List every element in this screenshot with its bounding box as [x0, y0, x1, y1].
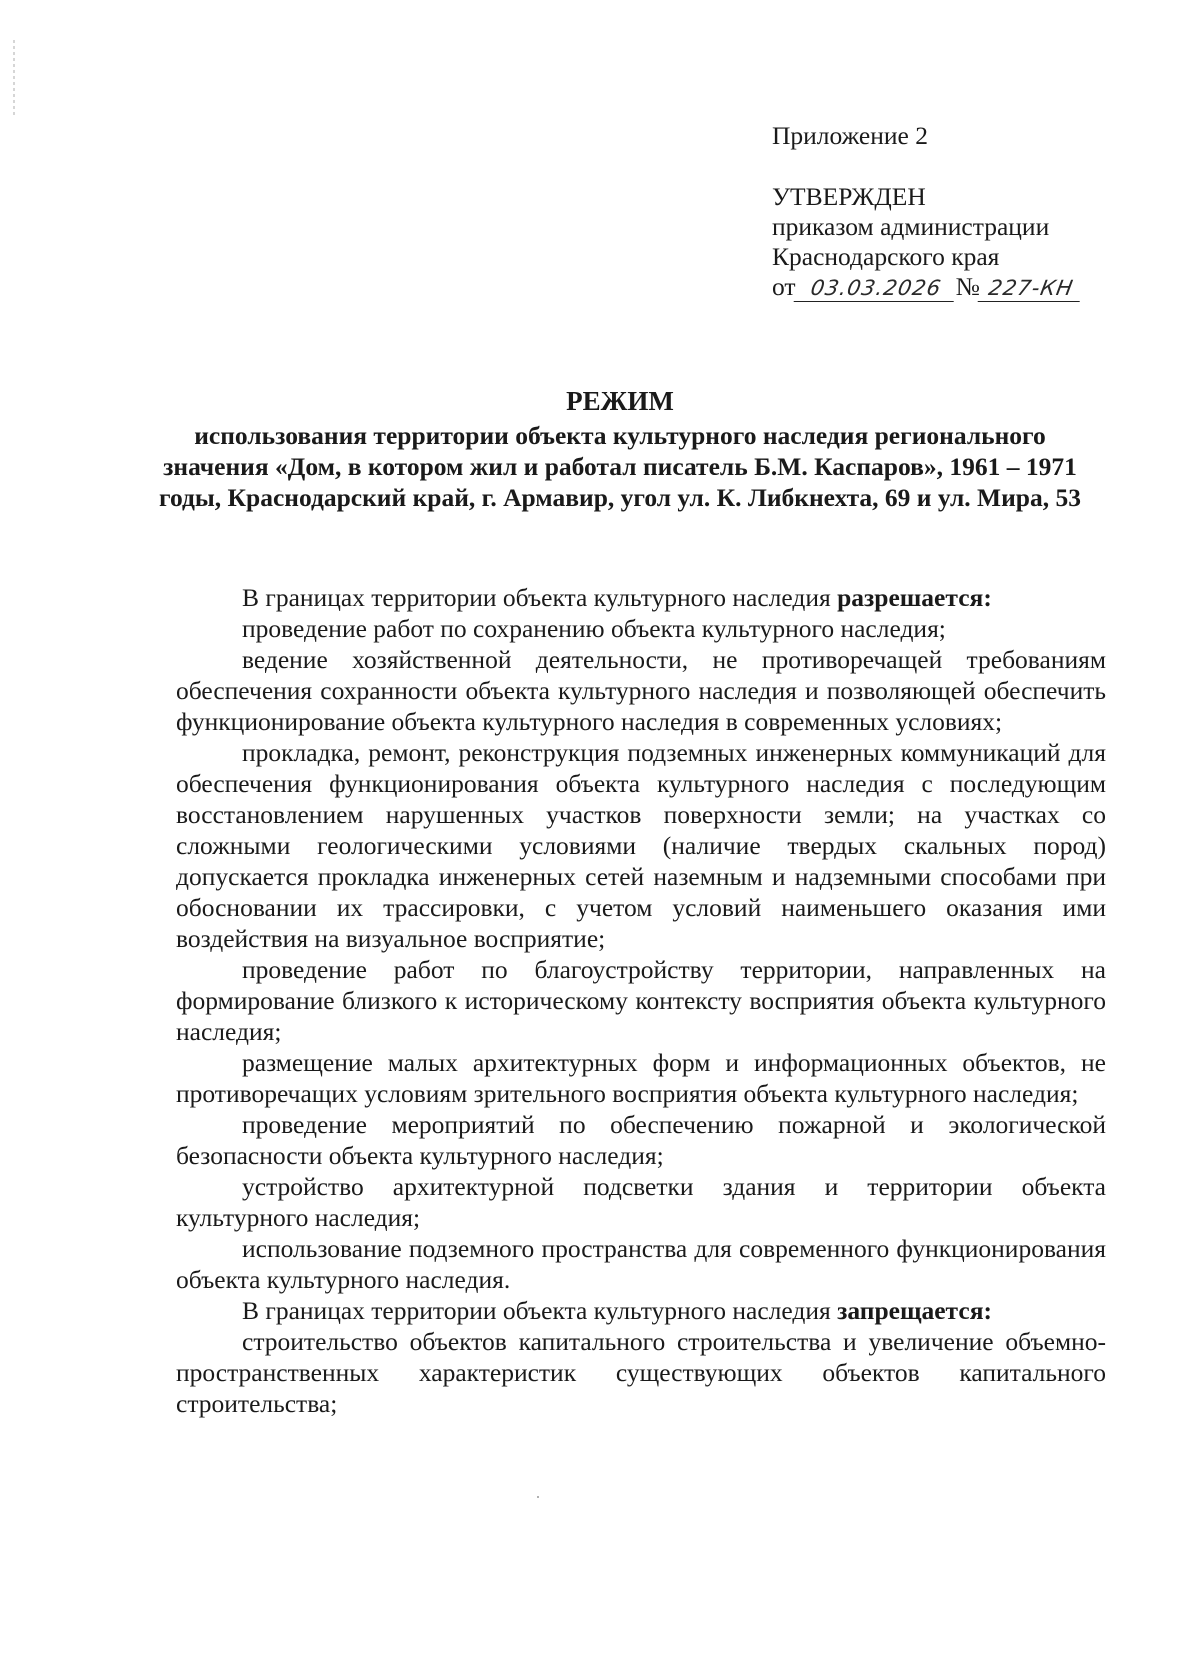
from-label: от: [772, 272, 796, 301]
allowed-item: прокладка, ремонт, реконструкция подземных инженерных коммуникаций для обеспечения функционирования объекта культурного наследия с последующим восстановлением нарушенных участков поверхности земли; на участках со сложными геологическими условиями (наличие твердых скальных пород) допускается прокладка инженерных сетей наземным и надземными способами при обосновании их трассировки, с учетом условий наименьшего оказания ими воздействия на визуальное восприятие;: [176, 738, 1106, 953]
title-heading: РЕЖИМ: [566, 386, 674, 416]
forbidden-keyword: запрещается:: [837, 1296, 992, 1325]
number-label: №: [955, 272, 980, 301]
allowed-item: проведение работ по сохранению объекта культурного наследия;: [242, 614, 946, 643]
scan-dot: [537, 1496, 539, 1498]
scan-edge-mark: [13, 40, 15, 118]
allowed-item: проведение мероприятий по обеспечению пожарной и экологической безопасности объекта культурного наследия;: [176, 1110, 1106, 1170]
approved-by-order: приказом администрации: [772, 212, 1050, 241]
allowed-intro: В границах территории объекта культурного наследия разрешается:: [242, 583, 992, 612]
document-title: [150, 384, 1090, 513]
approved-label: УТВЕРЖДЕН: [772, 182, 926, 211]
allowed-item: ведение хозяйственной деятельности, не противоречащей требованиям обеспечения сохранности объекта культурного наследия и позволяющей обеспечить функционирование объекта культурного наследия в современных условиях;: [176, 645, 1106, 736]
allowed-item: использование подземного пространства для современного функционирования объекта культурного наследия.: [176, 1234, 1106, 1294]
allowed-item: проведение работ по благоустройству территории, направленных на формирование близкого к историческому контексту восприятия объекта культурного наследия;: [176, 955, 1106, 1046]
handwritten-date: 03.03.2026: [793, 275, 958, 302]
handwritten-number: 227-КН: [978, 275, 1085, 302]
allowed-item: устройство архитектурной подсветки здания и территории объекта культурного наследия;: [176, 1172, 1106, 1232]
document-body: [176, 582, 1106, 1419]
forbidden-item: строительство объектов капитального строительства и увеличение объемно-пространственных характеристик существующих объектов капитального строительства;: [176, 1327, 1106, 1418]
approval-stamp-block: [772, 121, 1102, 302]
order-date-line: [772, 272, 1102, 302]
appendix-label: Приложение 2: [772, 121, 928, 150]
approved-region: Краснодарского края: [772, 242, 1000, 271]
forbidden-intro: В границах территории объекта культурного наследия запрещается:: [242, 1296, 992, 1325]
title-subtitle: использования территории объекта культурного наследия регионального значения «Дом, в котором жил и работал писатель Б.М. Каспаров», 1961 – 1971 годы, Краснодарский край, г. Армавир, угол ул. К. Либкнехта, 69 и ул. Мира, 53: [159, 421, 1081, 512]
allowed-item: размещение малых архитектурных форм и информационных объектов, не противоречащих условиям зрительного восприятия объекта культурного наследия;: [176, 1048, 1106, 1108]
allowed-keyword: разрешается:: [837, 583, 992, 612]
